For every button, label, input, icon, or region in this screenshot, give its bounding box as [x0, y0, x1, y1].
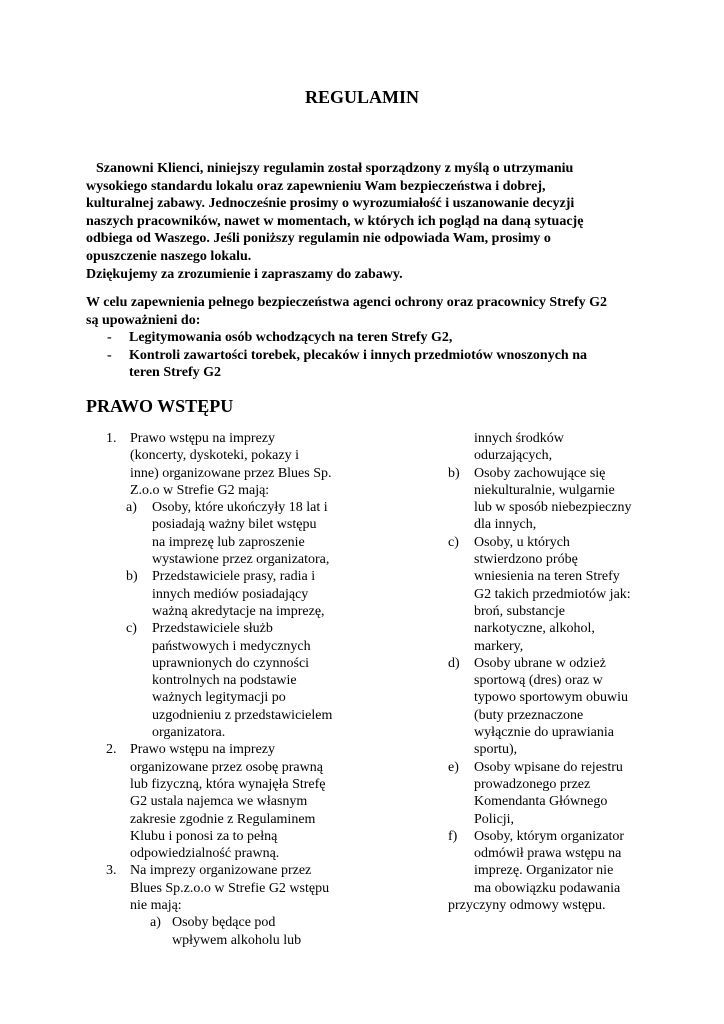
sub-marker: b) — [126, 569, 138, 585]
item-line: Prawo wstępu na imprezy — [130, 742, 276, 758]
sub-line: Osoby ubrane w odzież — [474, 655, 606, 671]
intro-line: naszych pracowników, nawet w momentach, w których ich pogląd na daną sytuację — [86, 213, 584, 229]
sub-item-e — [448, 759, 648, 828]
intro-line: Szanowni Klienci, niniejszy regulamin został sporządzony z myślą o utrzymaniu — [96, 161, 574, 176]
intro-line: opuszczenie naszego lokalu. — [86, 248, 252, 264]
rights-paragraph — [86, 294, 646, 382]
rights-line: są upoważnieni do: — [86, 312, 201, 328]
item-line: Z.o.o w Strefie G2 mają: — [130, 482, 270, 498]
sub-line: lub w sposób niebezpieczny — [474, 500, 632, 516]
sub-line: sportu), — [474, 742, 518, 758]
item-line: G2 ustala najemca we własnym — [130, 794, 308, 810]
sub-marker: e) — [448, 759, 459, 775]
dash-marker: - — [107, 330, 112, 346]
rights-item — [86, 329, 646, 347]
sub-line: Przedstawiciele prasy, radia i — [152, 569, 316, 585]
item-line: Prawo wstępu na imprezy — [130, 431, 276, 446]
sub-item-b — [448, 465, 648, 534]
sub-line: innych mediów posiadający — [152, 586, 309, 602]
intro-line: odbiega od Waszego. Jeśli poniższy regulamin nie odpowiada Wam, prosimy o — [86, 231, 551, 247]
sub-marker: d) — [448, 655, 460, 671]
sub-line: Osoby będące pod — [172, 915, 276, 931]
sub-line: państwowych i medycznych — [152, 638, 311, 654]
sub-line: wystawione przez organizatora, — [152, 552, 330, 568]
list-item-1 — [106, 430, 376, 741]
sub-line: G2 takich przedmiotów jak: — [474, 586, 631, 602]
document-title: REGULAMIN — [304, 87, 419, 107]
sub-line: wyłącznie do uprawiania — [474, 725, 614, 741]
sub-marker: a) — [126, 500, 137, 516]
sub-marker: b) — [448, 465, 460, 481]
sub-line: Policji, — [474, 811, 515, 827]
tail-line: przyczyny odmowy wstępu. — [448, 898, 606, 914]
sub-line: Osoby wpisane do rejestru — [474, 759, 623, 775]
left-column — [106, 430, 376, 949]
sub-line: (buty przeznaczone — [474, 707, 584, 723]
rights-item-line: Kontroli zawartości torebek, plecaków i innych przedmiotów wnoszonych na — [129, 347, 587, 363]
sub-item-c — [106, 620, 376, 741]
rights-item-line: teren Strefy G2 — [129, 365, 222, 381]
sub-line: uprawnionych do czynności — [152, 655, 310, 671]
item-line: lub fizyczną, która wynajęła Strefę — [130, 776, 326, 792]
sub-marker: f) — [448, 828, 458, 844]
item-line: organizowane przez osobę prawną — [130, 759, 323, 775]
sub-line: Osoby zachowujące się — [474, 465, 606, 481]
rights-line: W celu zapewnienia pełnego bezpieczeństwa agenci ochrony oraz pracownicy Strefy G2 — [86, 295, 608, 310]
sub-item-f — [448, 828, 648, 897]
sub-line: prowadzonego przez — [474, 776, 591, 792]
sub-line: Przedstawiciele służb — [152, 621, 273, 637]
sub-line: typowo sportowym obuwiu — [474, 690, 628, 706]
sub-line: stwierdzono próbę — [474, 552, 578, 568]
sub-line: ważnych legitymacji po — [152, 690, 286, 706]
dash-marker: - — [107, 347, 112, 363]
continued-line: innych środków — [474, 431, 564, 446]
intro-paragraph — [86, 160, 646, 283]
item-line: inne) organizowane przez Blues Sp. — [130, 465, 332, 481]
item-number: 3. — [106, 863, 117, 879]
sub-line: wniesienia na teren Strefy — [474, 569, 620, 585]
item-line: odpowiedzialność prawną. — [130, 846, 280, 862]
item-line: Klubu i ponosi za to pełną — [130, 828, 278, 844]
item-number: 2. — [106, 742, 117, 758]
sub-line: organizatora. — [152, 725, 226, 741]
list-item-3 — [106, 862, 376, 948]
section-heading: PRAWO WSTĘPU — [86, 396, 234, 416]
continued-line: odurzających, — [474, 448, 553, 464]
intro-thanks: Dziękujemy za zrozumienie i zapraszamy do zabawy. — [86, 266, 403, 282]
sub-marker: c) — [126, 621, 137, 637]
sub-item-a — [106, 499, 376, 568]
sub-line: posiadają ważny bilet wstępu — [152, 517, 317, 533]
sub-line: broń, substancje — [474, 603, 565, 619]
item-line: nie mają: — [130, 898, 182, 914]
item-line: Blues Sp.z.o.o w Strefie G2 wstępu — [130, 880, 330, 896]
sub-line: na imprezę lub zaproszenie — [152, 534, 305, 550]
sub-line: narkotyczne, alkohol, — [474, 621, 595, 637]
rights-item — [86, 347, 646, 382]
sub-item-a — [106, 914, 376, 949]
sub-line: dla innych, — [474, 517, 537, 533]
sub-line: sportową (dres) oraz w — [474, 673, 603, 689]
sub-item-b — [106, 568, 376, 620]
sub-line: odmówił prawa wstępu na — [474, 846, 622, 862]
sub-line: niekulturalnie, wulgarnie — [474, 482, 615, 498]
sub-line: imprezę. Organizator nie — [474, 863, 614, 879]
sub-line: kontrolnych na podstawie — [152, 673, 297, 689]
list-item-2 — [106, 741, 376, 862]
item-line: zakresie zgodnie z Regulaminem — [130, 811, 316, 827]
sub-line: Osoby, które ukończyły 18 lat i — [152, 500, 328, 516]
intro-line: wysokiego standardu lokalu oraz zapewnieniu Wam bezpieczeństwa i dobrej, — [86, 178, 546, 194]
item-number: 1. — [106, 431, 117, 446]
sub-marker: a) — [150, 915, 161, 931]
right-column — [448, 430, 648, 914]
sub-line: ma obowiązku podawania — [474, 880, 621, 896]
sub-line: Komendanta Głównego — [474, 794, 608, 810]
sub-line: wpływem alkoholu lub — [172, 932, 302, 948]
sub-line: uzgodnieniu z przedstawicielem — [152, 707, 333, 723]
sub-item-d — [448, 655, 648, 759]
rights-item-line: Legitymowania osób wchodzących na teren Strefy G2, — [129, 330, 453, 346]
sub-item-c — [448, 534, 648, 655]
intro-line: kulturalnej zabawy. Jednocześnie prosimy o wyrozumiałość i uszanowanie decyzji — [86, 196, 575, 212]
sub-line: Osoby, u których — [474, 534, 570, 550]
sub-line: markery, — [474, 638, 524, 654]
sub-line: Osoby, którym organizator — [474, 828, 625, 844]
item-line: Na imprezy organizowane przez — [130, 863, 312, 879]
sub-line: ważną akredytacje na imprezę, — [152, 603, 325, 619]
sub-marker: c) — [448, 534, 459, 550]
item-line: (koncerty, dyskoteki, pokazy i — [130, 448, 299, 464]
